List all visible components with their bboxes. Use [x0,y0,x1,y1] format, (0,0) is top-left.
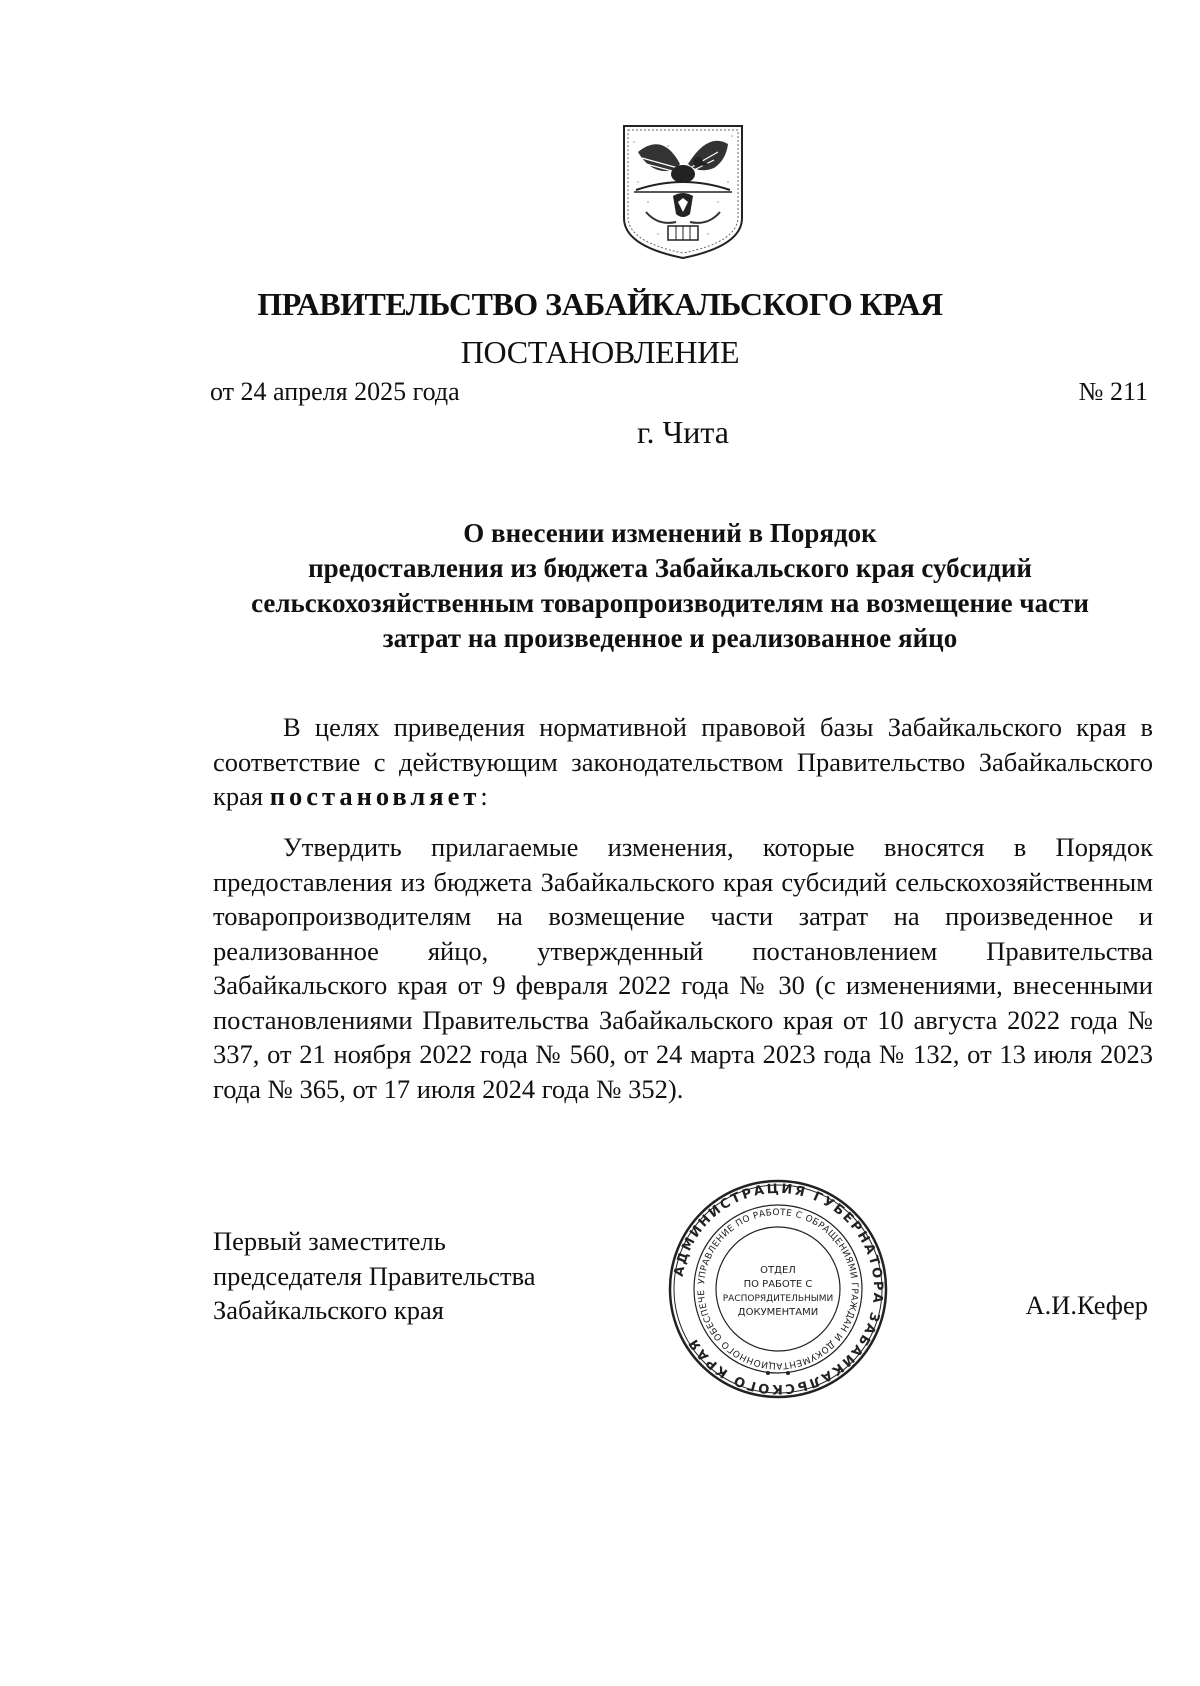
document-date: от 24 апреля 2025 года [210,377,460,406]
preamble-text: В целях приведения нормативной правовой базы Забайкальского края в соответствие с действующим законодательством Правительство Забайкальского края [213,712,1153,811]
resolution-paragraph: Утвердить прилагаемые изменения, которые вносятся в Порядок предоставления из бюджета Забайкальского края субсидий сельскохозяйственным товаропроизводителям на возмещение части затрат на произведенное и реализованное яйцо, утвержденный постановлением Правительства Забайкальского края от 9 февраля 2022 года № 30 (с изменениями, внесенными постановлениями Правительства Забайкальского края от 10 августа 2022 года № 337, от 21 ноября 2022 года № 560, от 24 марта 2023 года № 132, от 13 июля 2023 года № 365, от 17 июля 2024 года № 352). [213,832,1153,1104]
subject-line: затрат на произведенное и реализованное яйцо [382,623,958,653]
seal-center-line: ДОКУМЕНТАМИ [737,1307,819,1318]
signer-title-line: председателя Правительства [213,1260,536,1291]
document-city: г. Чита [636,414,729,450]
preamble-paragraph [213,710,1153,814]
document-type: ПОСТАНОВЛЕНИЕ [460,334,740,370]
document-subject [200,516,1140,656]
subject-line: предоставления из бюджета Забайкальского края субсидий [308,553,1032,583]
seal-center-line: РАСПОРЯДИТЕЛЬНЫМИ [722,1294,834,1304]
coat-of-arms-eagle-icon [618,122,748,262]
seal-inner-text: УПРАВЛЕНИЕ ПО РАБОТЕ С ОБРАЩЕНИЯМИ ГРАЖДАН И ДОКУМЕНТАЦИОННОГО ОБЕСПЕЧЕ [696,1207,860,1371]
seal-center-line: ОТДЕЛ [760,1265,796,1276]
seal-outer-text: АДМИНИСТРАЦИЯ ГУБЕРНАТОРА ЗАБАЙКАЛЬСКОГО КРАЯ [671,1181,886,1397]
seal-stamp-icon [666,1177,890,1401]
signer-title-line: Первый заместитель [213,1226,446,1256]
subject-line: сельскохозяйственным товаропроизводителям на возмещение части [251,588,1089,618]
subject-line: О внесении изменений в Порядок [463,518,877,548]
official-seal [666,1177,890,1401]
seal-center-line: ПО РАБОТЕ С [743,1279,813,1290]
signer-title-line: Забайкальского края [213,1295,444,1325]
government-title: ПРАВИТЕЛЬСТВО ЗАБАЙКАЛЬСКОГО КРАЯ [257,286,943,322]
signer-title [213,1224,536,1328]
preamble-colon: : [480,781,488,811]
signer-name: А.И.Кефер [1025,1290,1148,1320]
resolves-keyword: постановляет [269,781,481,811]
coat-of-arms-emblem [618,122,748,262]
document-number: № 211 [1078,377,1148,406]
